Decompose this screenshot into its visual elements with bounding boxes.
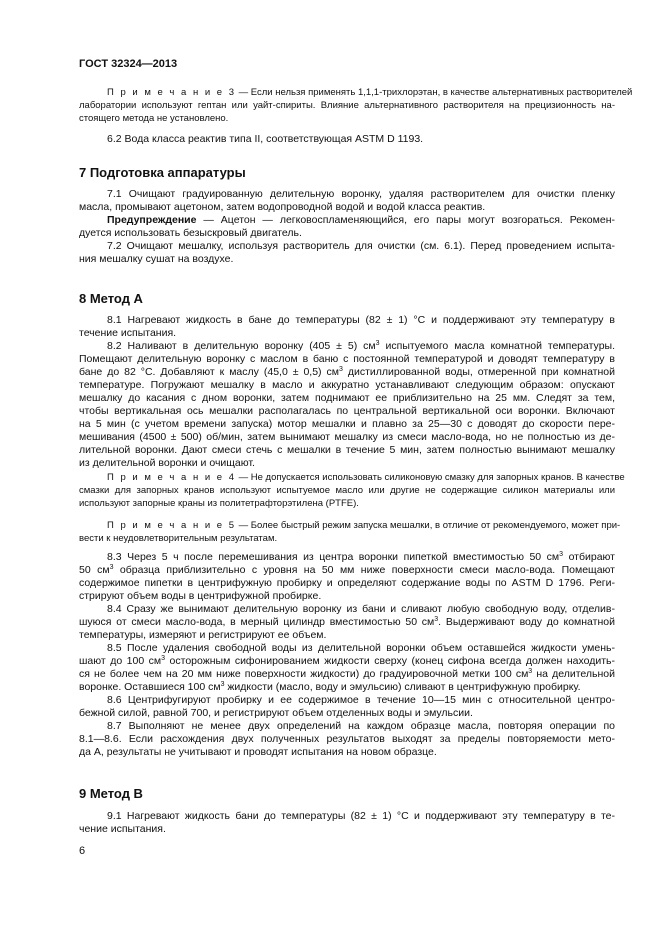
paragraph-line: из делительной воронки и очищают. (79, 457, 255, 469)
section-7-body (79, 188, 615, 266)
paragraph-line: на 5 мин (с учетом времени запуска) мотор мешалки и плавно за 25—30 с доводят до скорости пере- (79, 418, 615, 430)
standard-header: ГОСТ 32324—2013 (79, 58, 178, 70)
paragraph-line: бане до 82 °С. Добавляют к маслу (45,0 ± 0,5) $см^3$ дистиллированной воды, отмеренной при комнатной (79, 366, 615, 378)
paragraph-line: да А, результаты не учитывают и проводят испытания на новом образце. (79, 746, 437, 758)
paragraph-line: 8.5 После удаления свободной воды из делительной воронки объем оставшейся жидкости умень- (107, 642, 615, 654)
paragraph-line: 8.1 Нагревают жидкость в бане до температуры (82 ± 1) °С и поддерживают эту температуру в (107, 314, 615, 326)
note-5-line: вести к неудовлетворительным результатам. (79, 533, 278, 544)
page-number: 6 (79, 845, 86, 857)
paragraph-line: шают до 100 $см^3$ осторожным сифонированием жидкости сверху (конец сифона всегда должен находить- (79, 655, 615, 667)
paragraph-line: шуюся от смеси масло-вода, в мерный цилиндр вместимостью 50 $см^3$. Выдерживают воду до комнатной (79, 616, 615, 628)
paragraph-line: 9.1 Нагревают жидкость бани до температуры (82 ± 1) °С и поддерживают эту температуру в те- (107, 810, 615, 822)
paragraph-line: 7.2 Очищают мешалку, используя растворитель для очистки (см. 6.1). Перед проведением испыта- (107, 240, 615, 252)
paragraph-line: Помещают делительную воронку с маслом в баню с постоянной температурой и доводят температуру в (79, 353, 615, 365)
section-8-body (79, 314, 615, 470)
note-5 (79, 519, 621, 545)
note-4-line: используют запорные краны из политетрафторэтилена (PTFE). (79, 498, 359, 509)
paragraph-line: воронке. Оставшиеся 100 $см^3$ жидкости (масло, воду и эмульсию) сливают в центрифужную пробирку. (79, 681, 581, 693)
paragraph-line: ния мешалку сушат на воздухе. (79, 253, 234, 265)
note-5-line: П р и м е ч а н и е 5 — Более быстрый режим запуска мешалки, в отличие от рекомендуемого, может при- (107, 520, 621, 531)
paragraph-line: чение испытания. (79, 823, 166, 835)
note-3-label: П р и м е ч а н и е 3 (107, 87, 236, 98)
note-3-line: лаборатории используют гептан или уайт-спириты. Влияние альтернативного растворителя на прецизионность на- (79, 100, 615, 111)
note-4-line: смазки для запорных кранов используют испытуемое масло или другие не содержащие силикон материалы или (79, 485, 615, 496)
paragraph-line: содержимое пипетки в центрифужную пробирку и определяют содержание воды по ASTM D 1796. Реги- (79, 577, 615, 589)
paragraph-line: 7.1 Очищают градуированную делительную воронку, удаляя растворителем для очистки пленку (107, 188, 615, 200)
paragraph-6-2 (79, 133, 615, 146)
section-8-title: 8 Метод А (79, 291, 143, 306)
warning-label: Предупреждение (107, 214, 197, 226)
paragraph-line: стрируют объем воды в центрифужной пробирке. (79, 590, 322, 602)
note-5-label: П р и м е ч а н и е 5 (107, 520, 236, 531)
paragraph-line: 8.3 Через 5 ч после перемешивания из центра воронки пипеткой вместимостью 50 $см^3$ отбирают (107, 551, 615, 563)
note-3-line: П р и м е ч а н и е 3 — Если нельзя применять 1,1,1-трихлорэтан, в качестве альтернативных растворителей (107, 87, 633, 98)
section-9-title: 9 Метод В (79, 786, 143, 801)
paragraph-line: температуре. Погружают мешалку в масло и аккуратно устанавливают следующим образом: опускают (79, 379, 615, 391)
note-3 (79, 86, 633, 125)
note-4 (79, 471, 625, 510)
paragraph-line: 8.2 Наливают в делительную воронку (405 ± 5) $см^3$ испытуемого масла комнатной температуры. (107, 340, 615, 352)
paragraph-line: мешалку до касания с дном воронки, затем поднимают ее приблизительно на 25 мм. Следят за тем, (79, 392, 615, 404)
section-7-title: 7 Подготовка аппаратуры (79, 165, 246, 180)
note-4-line: П р и м е ч а н и е 4 — Не допускается использовать силиконовую смазку для запорных кранов. В качестве (107, 472, 625, 483)
paragraph-line: масла, промывают ацетоном, затем водопроводной водой и водой класса реактив. (79, 201, 486, 213)
paragraph-line: лительной воронки. Дают смеси стечь с мешалки в течение 5 мин, затем полностью вынимают мешалку (79, 444, 615, 456)
paragraph-line: температуры, измеряют и регистрируют ее объем. (79, 629, 327, 641)
paragraph-line: 50 $см^3$ образца приблизительно с уровня на 50 мм ниже поверхности смеси масло-вода. Помещают (79, 564, 615, 576)
paragraph-line: бежной силой, равной 700, и регистрируют объем отделенных воды и эмульсии. (79, 707, 473, 719)
paragraph-line: чтобы вертикальная ось мешалки располагалась по центральной вертикальной оси воронки. Включают (79, 405, 615, 417)
paragraph-line: ся не более чем на 20 мм ниже поверхности жидкости) до градуировочной метки 100 $см^3$ на делительной (79, 668, 615, 680)
paragraph-line: мешивания (4500 ± 500) об/мин, затем вынимают мешалку из смеси масло-вода, но не полностью из де- (79, 431, 615, 443)
note-4-label: П р и м е ч а н и е 4 (107, 472, 236, 483)
warning-line: дуется использовать безыскровый двигатель. (79, 227, 302, 239)
paragraph-line: 8.6 Центрифугируют пробирку и ее содержимое в течение 10—15 мин с относительной центро- (107, 694, 615, 706)
paragraph-line: 8.7 Выполняют не менее двух определений на каждом образце масла, повторяя операции по (107, 720, 615, 732)
paragraph-line: течение испытания. (79, 327, 177, 339)
note-3-line: стоящего метода не установлено. (79, 113, 229, 124)
section-9-body (79, 810, 615, 836)
paragraph-line: 8.4 Сразу же вынимают делительную воронку из бани и сливают любую свободную воду, отделив- (107, 603, 615, 615)
paragraph-line: 8.1—8.6. Если расхождения двух полученных результатов выходят за пределы повторяемости мето- (79, 733, 615, 745)
paragraph-line: 6.2 Вода класса реактив типа II, соответствующая ASTM D 1193. (107, 133, 424, 145)
section-8-body-cont (79, 551, 615, 759)
warning-line: Предупреждение — Ацетон — легковоспламеняющийся, его пары могут возгораться. Рекомен- (107, 214, 615, 226)
